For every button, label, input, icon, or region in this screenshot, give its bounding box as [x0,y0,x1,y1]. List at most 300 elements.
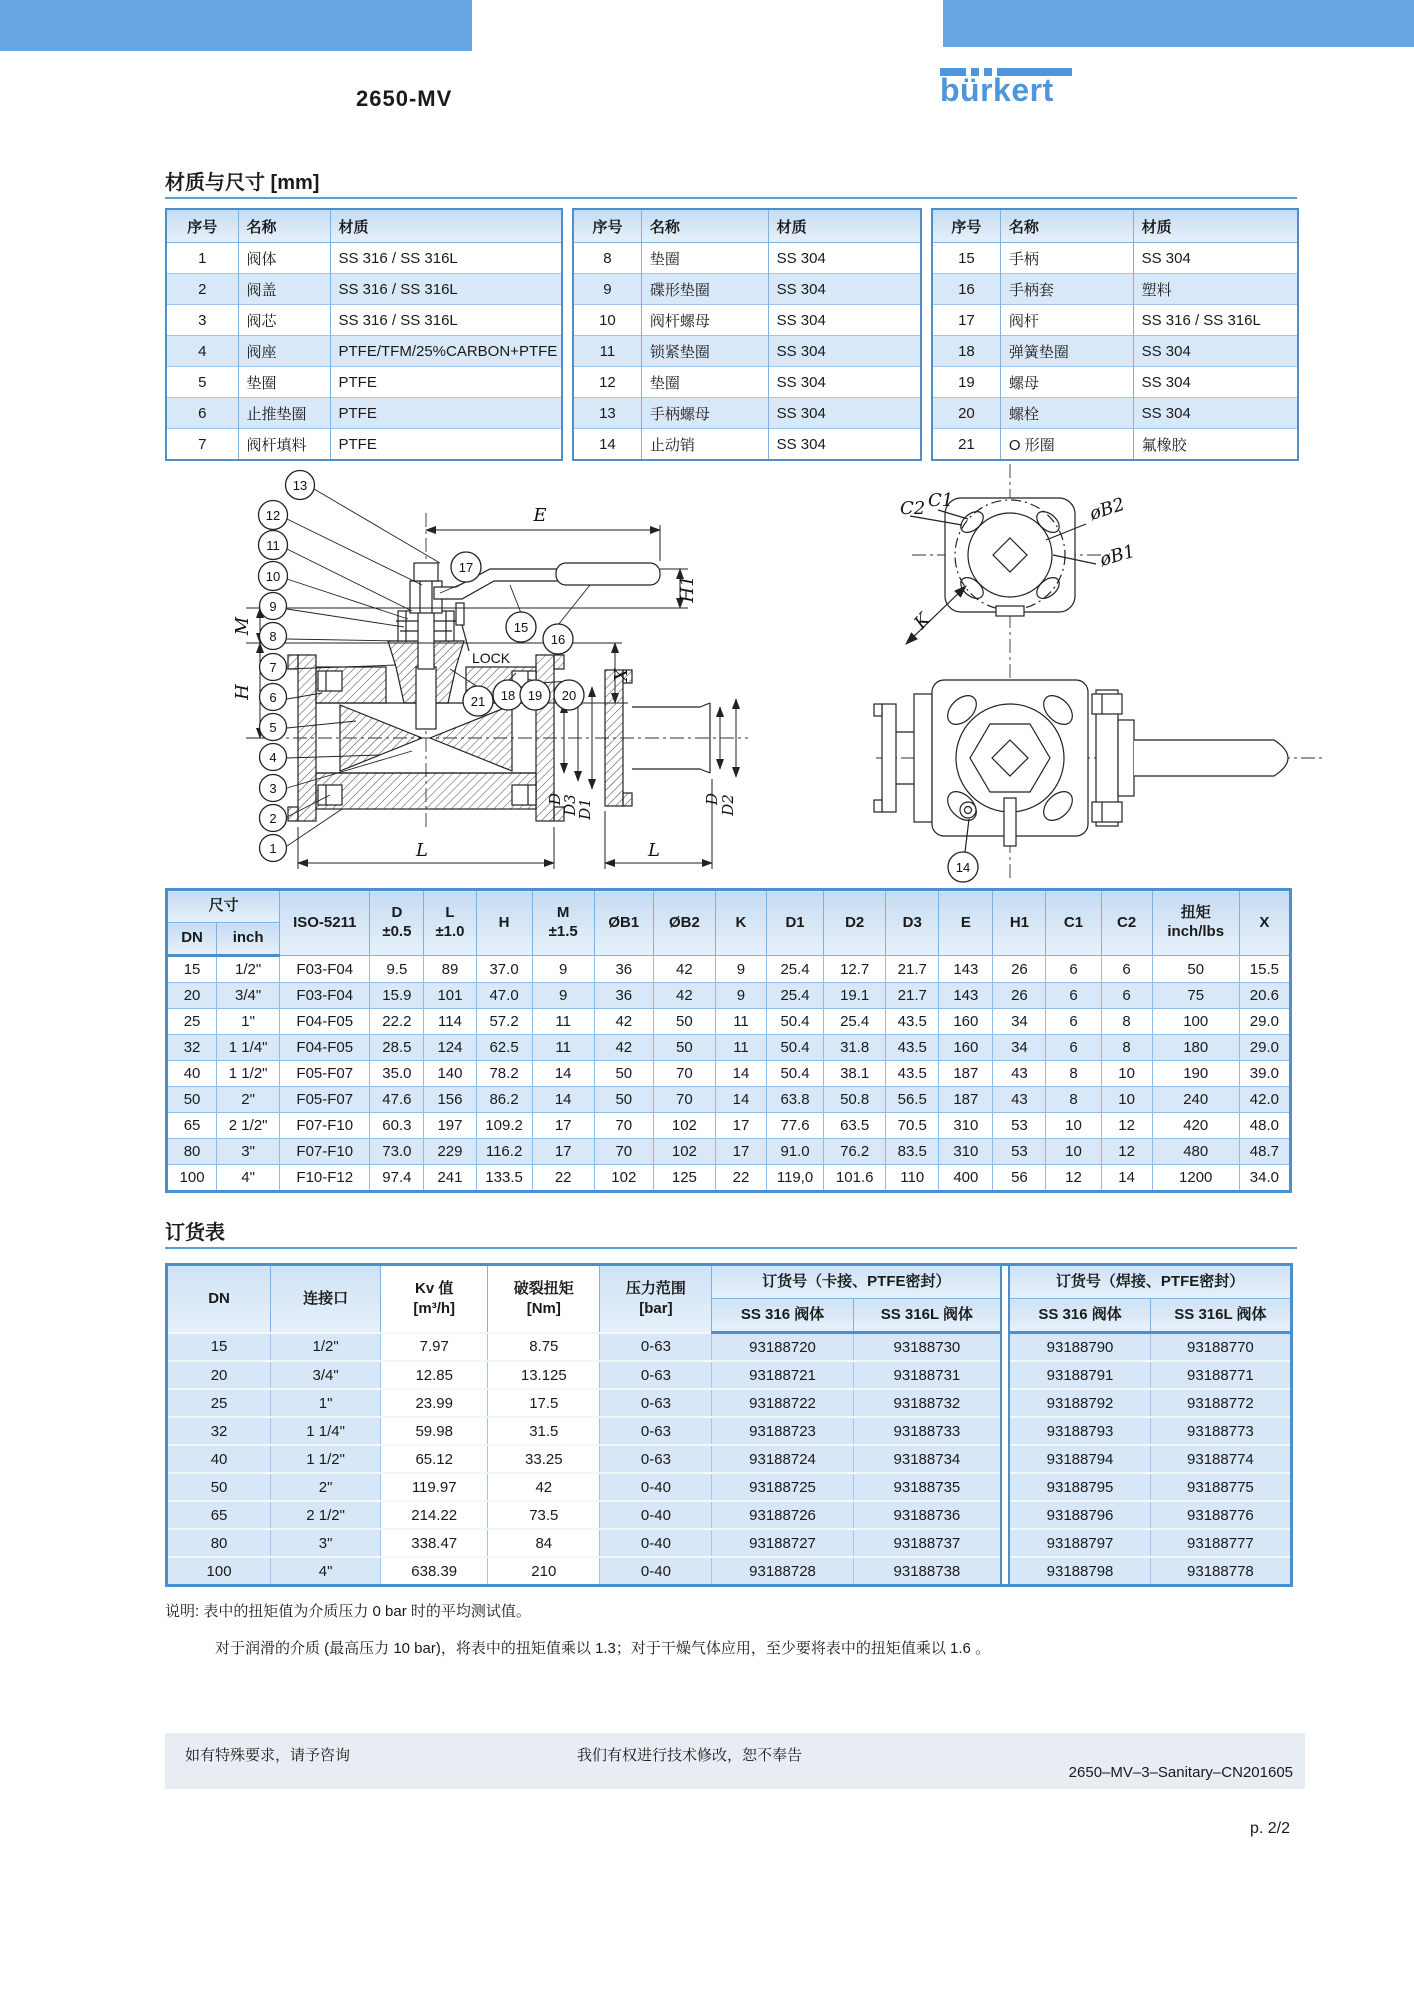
table-cell: 77.6 [767,1113,824,1139]
table-row [932,243,1298,274]
table-gap [1001,1473,1009,1501]
table-cell: 35.0 [370,1061,424,1087]
table-cell: 76.2 [824,1139,886,1165]
dim-label-c2: C2 [900,498,926,519]
table-gap [1001,1417,1009,1445]
table-cell: 93188795 [1009,1473,1150,1501]
table-cell: 48.0 [1239,1113,1290,1139]
table-cell: 12 [1046,1165,1101,1192]
table-cell: 93188790 [1009,1333,1150,1362]
table-cell: 187 [939,1087,993,1113]
table-cell: 42 [594,1009,653,1035]
column-header: 名称 [238,209,330,243]
table-cell: 50.4 [767,1035,824,1061]
table-cell: 83.5 [886,1139,939,1165]
table-cell: 102 [653,1113,715,1139]
table-cell: F03-F04 [280,983,370,1009]
table-cell: 2" [217,1087,280,1113]
footer-band [165,1733,1305,1789]
table-cell: 12.7 [824,956,886,983]
table-row [167,1557,1292,1586]
table-cell: 1200 [1152,1165,1239,1192]
table-cell: SS 304 [768,398,921,429]
callout-11: 11 [266,538,280,553]
callout-21: 21 [470,694,486,709]
column-header-pressure [600,1265,712,1333]
header-tolerance: ±0.5 [382,923,412,940]
table-row [167,1333,1292,1362]
table-cell: 93188770 [1150,1333,1291,1362]
table-cell: 38.1 [824,1061,886,1087]
table-cell: 93188726 [712,1501,853,1529]
table-cell: 133.5 [476,1165,532,1192]
table-row [167,1361,1292,1389]
dim-label-e: E [533,505,547,526]
table-row [167,1061,1291,1087]
header-bar-right [943,0,1414,47]
section-rule [165,197,1297,199]
table-cell: 187 [939,1061,993,1087]
callout-5: 5 [269,720,277,735]
column-header-ss316l-weld: SS 316L 阀体 [1150,1299,1291,1333]
dim-label-l: L [416,840,428,861]
table-cell: 93188733 [853,1417,1001,1445]
table-cell: 100 [1152,1009,1239,1035]
table-row [573,305,921,336]
table-cell: SS 316 / SS 316L [330,305,562,336]
table-cell: 93188720 [712,1333,853,1362]
dim-label-c1: C1 [928,490,954,511]
column-header-d2: D2 [824,890,886,956]
table-cell: 53 [993,1139,1046,1165]
table-cell: F04-F05 [280,1009,370,1035]
table-cell: 22 [715,1165,766,1192]
column-header: 序号 [932,209,1000,243]
table-row [167,1445,1292,1473]
table-cell: 阀体 [238,243,330,274]
table-cell: 50 [594,1061,653,1087]
header-line: D [391,904,403,922]
table-cell: 197 [424,1113,476,1139]
table-cell: SS 304 [768,429,921,461]
header-line: 压力范围 [625,1280,686,1298]
table-cell: PTFE [330,367,562,398]
table-cell: F03-F04 [280,956,370,983]
table-cell: 0-40 [600,1529,712,1557]
table-cell: 93188725 [712,1473,853,1501]
table-header-row [167,890,1291,923]
table-cell: 19.1 [824,983,886,1009]
table-cell: 47.6 [370,1087,424,1113]
table-cell: PTFE [330,398,562,429]
table-cell: 1 1/4" [271,1417,381,1445]
table-cell: 93188737 [853,1529,1001,1557]
table-cell: 6 [1046,1009,1101,1035]
column-header-b1: ØB1 [594,890,653,956]
table-cell: 229 [424,1139,476,1165]
table-cell: 14 [532,1061,594,1087]
table-row [167,1035,1291,1061]
table-gap [1001,1445,1009,1473]
table-cell: 89 [424,956,476,983]
table-cell: 螺母 [1000,367,1133,398]
table-cell: 93188797 [1009,1529,1150,1557]
table-cell: 12.85 [381,1361,488,1389]
dim-label-x: X [611,668,632,682]
table-cell: 43.5 [886,1061,939,1087]
callout-19: 19 [527,688,543,703]
table-row [167,1501,1292,1529]
table-row [573,336,921,367]
table-cell: 73.5 [488,1501,600,1529]
table-cell: 4" [217,1165,280,1192]
table-row [932,367,1298,398]
dim-label-d-spool: D [703,792,721,806]
valve-side-view [874,680,1288,852]
table-cell: 65 [167,1113,217,1139]
table-gap [1001,1265,1009,1333]
dimensions-table-wrap [165,888,1292,1193]
table-cell: 37.0 [476,956,532,983]
table-cell: 垫圈 [238,367,330,398]
table-cell: PTFE [330,429,562,461]
callout-2: 2 [269,811,277,826]
table-cell: 12 [1101,1139,1152,1165]
callout-15: 15 [513,620,529,635]
column-header-torque [1152,890,1239,956]
table-cell: 7.97 [381,1333,488,1362]
table-cell: 93188730 [853,1333,1001,1362]
table-cell: 氟橡胶 [1133,429,1298,461]
table-cell: 3/4" [217,983,280,1009]
table-header-row [166,209,562,243]
table-cell: 塑料 [1133,274,1298,305]
table-header-row [932,209,1298,243]
column-header: 名称 [641,209,768,243]
column-header: 序号 [573,209,641,243]
callout-1: 1 [269,841,277,856]
table-cell: 14 [532,1087,594,1113]
table-cell: 47.0 [476,983,532,1009]
table-cell: 2 [166,274,238,305]
table-cell: 1 1/2" [271,1445,381,1473]
table-cell: 9 [715,956,766,983]
table-cell: 9 [532,956,594,983]
table-cell: 50.8 [824,1087,886,1113]
table-cell: 31.8 [824,1035,886,1061]
table-cell: 阀杆 [1000,305,1133,336]
table-cell: 65 [167,1501,271,1529]
column-header: 材质 [768,209,921,243]
table-cell: 28.5 [370,1035,424,1061]
flange-top-view [906,498,1096,644]
table-cell: 93188735 [853,1473,1001,1501]
column-header-c1: C1 [1046,890,1101,956]
table-cell: 124 [424,1035,476,1061]
table-cell: 70 [653,1061,715,1087]
table-cell: 10 [1046,1139,1101,1165]
column-header-kv [381,1265,488,1333]
table-cell: 25 [167,1009,217,1035]
dimensions-table [165,888,1292,1193]
table-cell: 25.4 [824,1009,886,1035]
table-cell: F04-F05 [280,1035,370,1061]
table-cell: 1" [217,1009,280,1035]
table-cell: 29.0 [1239,1009,1290,1035]
table-cell: 25.4 [767,983,824,1009]
table-row [167,1417,1292,1445]
table-header-row [573,209,921,243]
table-cell: 70 [594,1113,653,1139]
table-cell: 93188724 [712,1445,853,1473]
table-cell: 手柄套 [1000,274,1133,305]
column-group-weld-orders: 订货号（焊接、PTFE密封） [1009,1265,1291,1299]
table-cell: 12 [1101,1113,1152,1139]
table-cell: 9 [532,983,594,1009]
table-gap [1001,1361,1009,1389]
table-cell: 34.0 [1239,1165,1290,1192]
table-cell: 93188792 [1009,1389,1150,1417]
dim-label-d3: D3 [561,794,579,816]
table-cell: 14 [715,1087,766,1113]
table-cell: 2 1/2" [271,1501,381,1529]
table-cell: F10-F12 [280,1165,370,1192]
table-cell: 50 [594,1087,653,1113]
table-row [167,1087,1291,1113]
table-cell: 17 [532,1113,594,1139]
table-cell: 3 [166,305,238,336]
footer-modification-note: 我们有权进行技术修改，恕不奉告 [577,1747,803,1764]
table-cell: 160 [939,1009,993,1035]
table-cell: 70 [594,1139,653,1165]
table-cell: 21.7 [886,956,939,983]
table-cell: 20.6 [1239,983,1290,1009]
table-cell: 8 [573,243,641,274]
table-cell: 78.2 [476,1061,532,1087]
header-line: 破裂扭矩 [513,1280,574,1298]
table-row [167,1165,1291,1192]
table-cell: 11 [573,336,641,367]
table-cell: 6 [166,398,238,429]
table-cell: 70.5 [886,1113,939,1139]
table-cell: 100 [167,1557,271,1586]
table-cell: 93188796 [1009,1501,1150,1529]
column-header-size: 尺寸 [167,890,280,923]
table-cell: 19 [932,367,1000,398]
table-cell: 93188722 [712,1389,853,1417]
table-cell: 43.5 [886,1035,939,1061]
table-cell: 22.2 [370,1009,424,1035]
table-row [166,243,562,274]
header-tolerance: ±1.5 [548,923,578,940]
table-cell: 0-63 [600,1389,712,1417]
table-cell: 16 [932,274,1000,305]
column-header-dn: DN [167,923,217,956]
table-header-row [167,1265,1292,1299]
header-bar-left [0,0,472,51]
table-row [166,274,562,305]
table-cell: SS 304 [768,274,921,305]
table-cell: 56 [993,1165,1046,1192]
table-cell: 9 [715,983,766,1009]
table-cell: SS 304 [768,243,921,274]
column-header-h1: H1 [993,890,1046,956]
materials-table-group2 [572,208,922,461]
table-cell: 10 [1101,1061,1152,1087]
table-cell: 59.98 [381,1417,488,1445]
column-header-breakaway-torque [488,1265,600,1333]
table-cell: 116.2 [476,1139,532,1165]
table-cell: 6 [1046,1035,1101,1061]
table-cell: 12 [573,367,641,398]
lock-label: LOCK [472,650,511,666]
table-cell: 93188772 [1150,1389,1291,1417]
table-cell: 638.39 [381,1557,488,1586]
table-cell: 3" [271,1529,381,1557]
table-cell: 15 [932,243,1000,274]
callout-8: 8 [269,629,277,644]
column-header-iso: ISO-5211 [280,890,370,956]
valve-cross-section-drawing [160,455,850,890]
table-cell: 109.2 [476,1113,532,1139]
column-header: 名称 [1000,209,1133,243]
table-row [167,983,1291,1009]
table-cell: 50 [167,1473,271,1501]
table-cell: 42 [594,1035,653,1061]
column-header-dn: DN [167,1265,271,1333]
table-cell: 3" [217,1139,280,1165]
header-line: Kv 值 [415,1280,454,1298]
column-header-connection: 连接口 [271,1265,381,1333]
table-gap [1001,1557,1009,1586]
table-cell: 止动销 [641,429,768,461]
table-cell: 20 [167,1361,271,1389]
table-cell: 240 [1152,1087,1239,1113]
table-cell: 125 [653,1165,715,1192]
table-cell: 57.2 [476,1009,532,1035]
table-cell: 110 [886,1165,939,1192]
table-cell: 190 [1152,1061,1239,1087]
table-cell: 1/2" [271,1333,381,1362]
table-cell: 1" [271,1389,381,1417]
table-cell: 17 [932,305,1000,336]
table-cell: 18 [932,336,1000,367]
table-cell: 1/2" [217,956,280,983]
column-header-x: X [1239,890,1290,956]
header-unit: inch/lbs [1167,923,1225,940]
table-cell: 40 [167,1061,217,1087]
table-cell: 5 [166,367,238,398]
header-line: L [445,904,455,922]
table-cell: 114 [424,1009,476,1035]
table-cell: 25.4 [767,956,824,983]
table-cell: 93188738 [853,1557,1001,1586]
table-cell: 80 [167,1529,271,1557]
table-cell: 140 [424,1061,476,1087]
table-cell: SS 304 [768,336,921,367]
order-table-wrap [165,1263,1293,1587]
header-tolerance: ±1.0 [435,923,465,940]
table-cell: 93188774 [1150,1445,1291,1473]
table-cell: 8 [1101,1035,1152,1061]
order-section-title: 订货表 [165,1222,225,1244]
table-cell: 手柄 [1000,243,1133,274]
materials-tables [165,208,1300,461]
callout-3: 3 [269,781,277,796]
table-cell: 0-40 [600,1557,712,1586]
column-header-b2: ØB2 [653,890,715,956]
header-unit: [m³/h] [413,1299,456,1317]
table-cell: 止推垫圈 [238,398,330,429]
table-cell: 0-63 [600,1333,712,1362]
callout-9: 9 [269,599,277,614]
table-cell: 43 [993,1087,1046,1113]
column-header-h: H [476,890,532,956]
table-cell: F05-F07 [280,1087,370,1113]
column-header-m [532,890,594,956]
table-cell: 43 [993,1061,1046,1087]
table-row [573,274,921,305]
table-cell: 36 [594,983,653,1009]
burkert-logo [940,68,1072,107]
table-cell: 65.12 [381,1445,488,1473]
column-header-l [424,890,476,956]
table-cell: 39.0 [1239,1061,1290,1087]
order-table [165,1263,1293,1587]
dim-label-b2: øB2 [1087,493,1128,525]
table-row [573,243,921,274]
table-cell: 4 [166,336,238,367]
table-cell: 11 [532,1009,594,1035]
table-cell: 11 [715,1035,766,1061]
table-cell: 143 [939,956,993,983]
table-cell: 弹簧垫圈 [1000,336,1133,367]
table-cell: 6 [1046,956,1101,983]
header-line: 扭矩 [1180,904,1211,922]
document-number: 2650–MV–3–Sanitary–CN201605 [1068,1764,1293,1781]
table-cell: 50.4 [767,1009,824,1035]
table-cell: SS 316 / SS 316L [330,243,562,274]
table-cell: 93188793 [1009,1417,1150,1445]
table-cell: SS 304 [768,305,921,336]
table-cell: 0-40 [600,1473,712,1501]
table-cell: 91.0 [767,1139,824,1165]
table-cell: 310 [939,1139,993,1165]
table-row [167,1009,1291,1035]
table-cell: 6 [1046,983,1101,1009]
table-cell: 15 [167,1333,271,1362]
callout-20: 20 [561,688,577,703]
table-cell: 9 [573,274,641,305]
table-row [932,305,1298,336]
table-cell: 102 [653,1139,715,1165]
table-cell: 56.5 [886,1087,939,1113]
table-cell: 86.2 [476,1087,532,1113]
table-cell: 17 [715,1113,766,1139]
table-cell: 7 [166,429,238,461]
table-cell: 48.7 [1239,1139,1290,1165]
table-cell: 50 [653,1035,715,1061]
table-cell: F07-F10 [280,1113,370,1139]
column-header-ss316-clamp: SS 316 阀体 [712,1299,853,1333]
table-cell: 241 [424,1165,476,1192]
table-cell: 阀座 [238,336,330,367]
column-header-c2: C2 [1101,890,1152,956]
table-cell: 93188731 [853,1361,1001,1389]
table-cell: 420 [1152,1113,1239,1139]
callout-17: 17 [458,560,474,575]
table-cell: 310 [939,1113,993,1139]
